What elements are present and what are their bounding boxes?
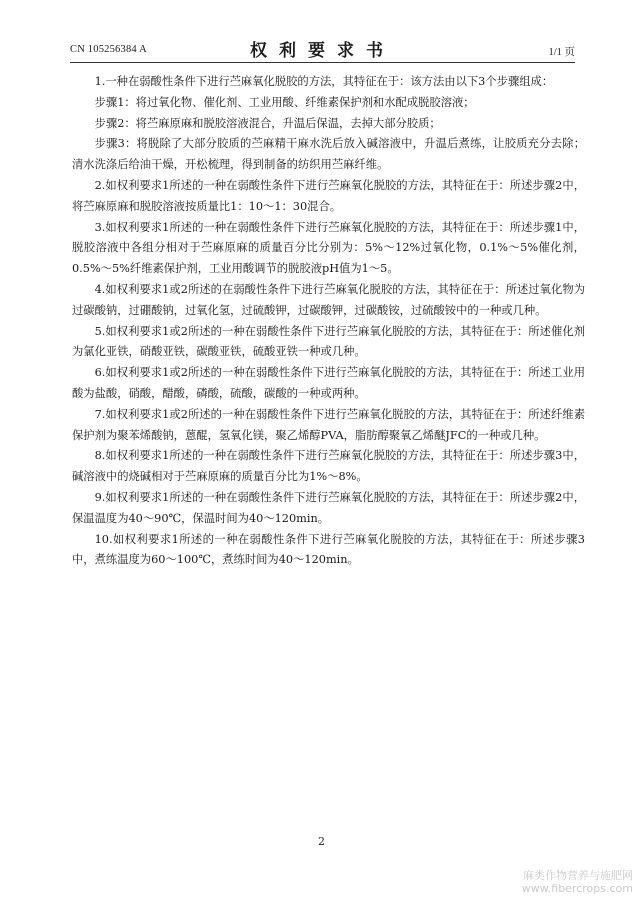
claim-paragraph: 步骤2：将苎麻原麻和脱胶溶液混合，升温后保温，去掉大部分胶质； [94, 116, 441, 130]
claim-paragraph: 步骤3：将脱除了大部分胶质的苎麻精干麻水洗后放入碱溶液中，升温后煮练，让胶质充分去除；清水洗涤后给油干燥，开松梳理，得到制备的纺织用苎麻纤维。 [72, 137, 585, 172]
claim-paragraph: 3.如权利要求1所述的一种在弱酸性条件下进行苎麻氧化脱胶的方法，其特征在于：所述步骤1中，脱胶溶液中各组分相对于苎麻原麻的质量百分比分别为：5%～12%过氧化物，0.1%～5%催化剂，0.5%～5%纤维素保护剂，工业用酸调节的脱胶液pH值为1～5。 [72, 220, 585, 276]
claim-paragraph: 8.如权利要求1所述的一种在弱酸性条件下进行苎麻氧化脱胶的方法，其特征在于：所述步骤3中，碱溶液中的烧碱相对于苎麻原麻的质量百分比为1%～8%。 [72, 449, 585, 484]
document-title: 权利要求书 [250, 41, 395, 61]
claims-body [72, 72, 585, 571]
claim-paragraph: 9.如权利要求1所述的一种在弱酸性条件下进行苎麻氧化脱胶的方法，其特征在于：所述步骤2中，保温温度为40～90℃，保温时间为40～120min。 [72, 490, 585, 525]
claim-paragraph: 6.如权利要求1或2所述的一种在弱酸性条件下进行苎麻氧化脱胶的方法，其特征在于：所述工业用酸为盐酸，硝酸，醋酸，磷酸，硫酸，碳酸的一种或两种。 [72, 366, 585, 400]
claim-paragraph: 10.如权利要求1所述的一种在弱酸性条件下进行苎麻氧化脱胶的方法，其特征在于：所述步骤3中，煮练温度为60～100℃，煮练时间为40～120min。 [72, 532, 585, 567]
document-header [70, 32, 575, 62]
site-watermark [522, 869, 633, 895]
page-reference: 1/1 页 [548, 47, 575, 58]
claim-paragraph: 1.一种在弱酸性条件下进行苎麻氧化脱胶的方法，其特征在于：该方法由以下3个步骤组成： [94, 75, 554, 88]
watermark-name: 麻类作物营养与施肥网 [523, 869, 633, 882]
watermark-url: www.fibercrops.com [521, 882, 633, 895]
claim-paragraph: 5.如权利要求1或2所述的一种在弱酸性条件下进行苎麻氧化脱胶的方法，其特征在于：所述催化剂为氯化亚铁，硝酸亚铁，碳酸亚铁，硫酸亚铁一种或几种。 [72, 324, 585, 359]
page-number: 2 [318, 835, 325, 848]
claim-paragraph: 步骤1：将过氧化物、催化剂、工业用酸、纤维素保护剂和水配成脱胶溶液； [94, 95, 475, 109]
claim-paragraph: 7.如权利要求1或2所述的一种在弱酸性条件下进行苎麻氧化脱胶的方法，其特征在于：所述纤维素保护剂为聚苯烯酸钠，蒽醌，氢氧化镁，聚乙烯醇PVA，脂肪醇聚氧乙烯醚JFC的一种或几种。 [72, 407, 585, 442]
claim-paragraph: 4.如权利要求1或2所述的在弱酸性条件下进行苎麻氧化脱胶的方法，其特征在于：所述过氧化物为过碳酸钠，过硼酸钠，过氧化氢，过硫酸钾，过碳酸钾，过碳酸铵，过硫酸铵中的一种或几种。 [72, 282, 585, 317]
claim-paragraph: 2.如权利要求1所述的一种在弱酸性条件下进行苎麻氧化脱胶的方法，其特征在于：所述步骤2中，将苎麻原麻和脱胶溶液按质量比1：10～1：30混合。 [72, 178, 585, 213]
publication-number: CN 105256384 A [70, 44, 147, 55]
header-rule [70, 62, 575, 63]
